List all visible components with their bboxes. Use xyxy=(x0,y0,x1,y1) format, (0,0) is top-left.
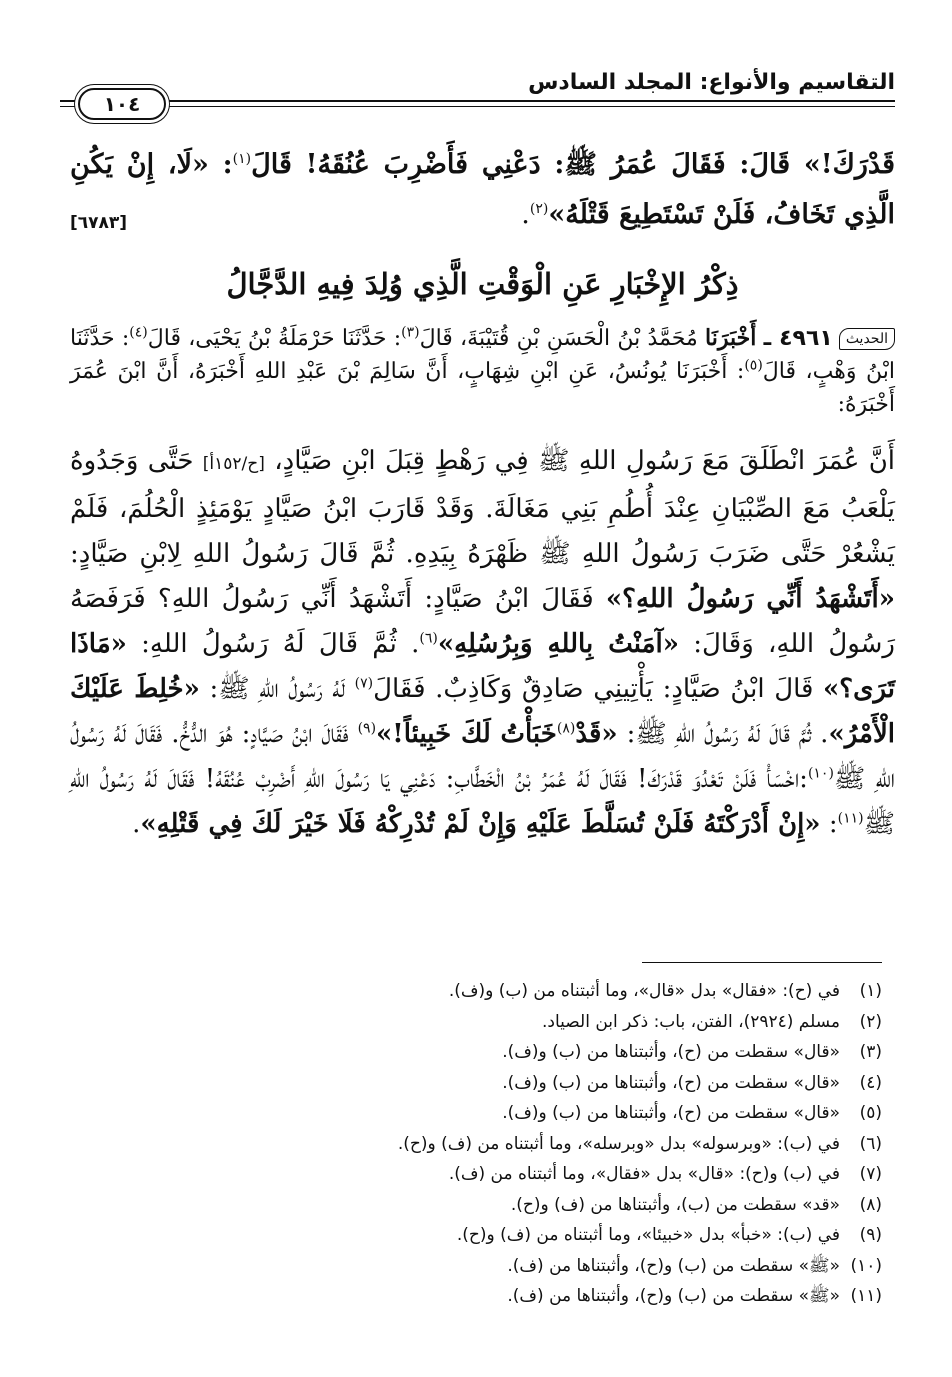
footnote-number: (٤) xyxy=(859,1072,882,1093)
hadith-isnad xyxy=(70,322,895,421)
prophet-quote-6: «إِنْ أَدْرَكْتَهُ فَلَنْ تُسَلَّطَ عَلَيْهِ وَإِنْ لَمْ تُدْرِكْهُ فَلَا خَيْرَ لَكَ فِي قَتْلِهِ» xyxy=(140,809,821,839)
section-heading: ذِكْرُ الإِخْبَارِ عَنِ الْوَقْتِ الَّذِي وُلِدَ فِيهِ الدَّجَّالُ xyxy=(226,267,739,301)
isnad-text-2: : حَدَّثَنَا حَرْمَلَةُ بْنُ يَحْيَى، قَالَ xyxy=(147,326,402,351)
footnote-item xyxy=(82,1068,882,1099)
matn-text-7: . ثُمَّ قَالَ لَهُ رَسُولُ اللهِ ﷺ: xyxy=(626,719,829,749)
manuscript-reference: [ح/١٥٢أ] xyxy=(202,454,265,474)
footnote-ref-8[interactable]: (٨) xyxy=(556,720,576,737)
footnote-text: «ﷺ» سقطت من (ب) و(ح)، وأثبتناها من (ف). xyxy=(507,1286,840,1306)
header-rule xyxy=(60,100,895,102)
footnote-number: (١٠) xyxy=(850,1255,882,1276)
matn-text-2: حَتَّى وَجَدُوهُ يَلْعَبُ مَعَ الصِّبْيَانِ عِنْدَ أُطُمِ بَنِي مَغَالَةَ. وَقَدْ قَارَبَ ابْنُ صَيَّادٍ يَوْمَئِذٍ الْحُلُمَ، فَلَمْ يَشْعُرْ حَتَّى ضَرَبَ رَسُولُ اللهِ ﷺ ظَهْرَهُ بِيَدِهِ. ثُمَّ قَالَ رَسُولُ اللهِ لِابْنِ صَيَّادٍ: xyxy=(70,446,895,569)
matn-text-9: :اخْسَأْ فَلَنْ تَعْدُوَ قَدْرَكَ! فَقَالَ لَهُ عُمَرُ بْنُ الْخَطَّابِ: دَعْنِي يَا رَسُولَ اللهِ أَضْرِبْ عُنُقَهُ! فَقَالَ لَهُ رَسُولُ اللهِ ﷺ xyxy=(70,764,895,839)
footnote-item xyxy=(82,1129,882,1160)
footnote-ref-11[interactable]: (١١) xyxy=(837,810,864,827)
hadith-number: ٤٩٦١ ـ xyxy=(763,326,833,351)
footnote-ref-6[interactable]: (٦) xyxy=(419,630,438,647)
footnote-number: (٩) xyxy=(859,1225,882,1245)
matn-text-5: قَالَ ابْنُ صَيَّادٍ: يَأْتِينِي صَادِقٌ وَكَاذِبٌ. فَقَالَ xyxy=(373,674,814,704)
prophet-quote-5b: خَبَأْتُ لَكَ خَبِيئاً!» xyxy=(376,719,557,749)
continuation-text-2: : «لَا، إِنْ يَكُنِ الَّذِي تَخَافُ، فَلَنْ تَسْتَطِيعَ قَتْلَهُ» xyxy=(70,149,895,230)
prophet-quote-3: «مَاذَا تَرَى؟» xyxy=(70,629,896,704)
matn-text-3: فَقَالَ ابْنُ صَيَّادٍ: أَتَشْهَدُ أَنِّي رَسُولُ اللهِ؟ فَرَفَصَهُ رَسُولُ اللهِ، وَقَالَ: xyxy=(70,584,895,659)
footnote-ref-10[interactable]: (١٠) xyxy=(807,765,834,782)
footnote-text: «قال» سقطت من (ح)، وأثبتناها من (ب) و(ف). xyxy=(502,1103,840,1123)
hadith-reference-number: [٦٧٨٣] xyxy=(70,213,128,233)
footnote-text: في (ب) و(ح): «قال» بدل «فقال»، وما أثبتناه من (ف). xyxy=(448,1164,840,1184)
matn-text-4: . ثُمَّ قَالَ لَهُ رَسُولُ اللهِ: xyxy=(141,629,420,659)
isnad-intro: أَخْبَرَنَا xyxy=(705,325,757,351)
header-rule-thin xyxy=(60,106,895,107)
footnote-ref-1[interactable]: (١) xyxy=(232,151,252,167)
matn-text-10: : xyxy=(828,809,838,839)
matn-text-8: فَقَالَ ابْنُ صَيَّادٍ: هُوَ الدُّخُّ. فَقَالَ لَهُ رَسُولُ اللهِ ﷺ xyxy=(70,719,895,794)
hadith-matn xyxy=(70,439,895,847)
footnote-ref-7[interactable]: (٧) xyxy=(354,675,374,692)
footnote-number: (١١) xyxy=(850,1286,882,1306)
isnad-text-3: : حَدَّثَنَا ابْنُ وَهْبٍ، قَالَ xyxy=(70,326,895,384)
footnote-ref-9[interactable]: (٩) xyxy=(357,720,377,737)
footnote-ref-4[interactable]: (٤) xyxy=(129,324,148,341)
footnote-ref-3[interactable]: (٣) xyxy=(401,324,420,341)
matn-text-6: لَهُ رَسُولُ اللهِ ﷺ: xyxy=(209,674,346,704)
footnote-number: (٦) xyxy=(859,1133,882,1154)
footnote-text: في (ح): «فقال» بدل «قال»، وما أثبتناه من (ب) و(ف). xyxy=(448,981,840,1001)
footnote-item xyxy=(82,1098,882,1129)
prophet-quote-2: «آمَنْتُ بِاللهِ وَبِرُسُلِهِ» xyxy=(437,629,679,659)
footnote-item xyxy=(82,1159,882,1190)
footnote-text: مسلم (٢٩٢٤)، الفتن، باب: ذكر ابن الصياد. xyxy=(542,1011,840,1032)
running-title: التقاسيم والأنواع: المجلد السادس xyxy=(528,70,895,95)
footnote-text: «قد» سقطت من (ب)، وأثبتناها من (ف) و(ح). xyxy=(510,1194,840,1215)
footnote-ref-2[interactable]: (٢) xyxy=(529,201,549,217)
footnote-item xyxy=(82,1220,882,1251)
matn-text-11: . xyxy=(132,809,141,839)
footnote-item xyxy=(82,1251,882,1282)
running-header xyxy=(60,66,895,136)
footnote-text: «قال» سقطت من (ح)، وأثبتناها من (ب) و(ف). xyxy=(502,1072,840,1093)
footnote-number: (٧) xyxy=(859,1164,882,1184)
footnote-number: (١) xyxy=(859,981,882,1001)
footnote-separator xyxy=(642,962,882,963)
hadith-badge-icon: الحديث xyxy=(839,328,895,350)
footnote-item xyxy=(82,1190,882,1221)
footnote-text: في (ب): «وبرسوله» بدل «وبرسله»، وما أثبتناه من (ف) و(ح). xyxy=(397,1133,840,1154)
footnote-text: في (ب): «خبأ» بدل «خبيئا»، وما أثبتناه من (ف) و(ح). xyxy=(456,1225,840,1245)
footnote-text: «قال» سقطت من (ح)، وأثبتناها من (ب) و(ف). xyxy=(502,1042,840,1062)
footnote-number: (٨) xyxy=(859,1194,882,1215)
continuation-text-3: . xyxy=(521,199,530,230)
prophet-quote-1: «أَتَشْهَدُ أَنِّي رَسُولُ اللهِ؟» xyxy=(605,584,895,614)
isnad-text-4: : أَخْبَرَنَا يُونُسُ، عَنِ ابْنِ شِهَابٍ، أَنَّ سَالِمَ بْنَ عَبْدِ اللهِ أَخْبَرَهُ، أَنَّ ابْنَ عُمَرَ أَخْبَرَهُ: xyxy=(70,359,895,417)
footnote-ref-5[interactable]: (٥) xyxy=(744,357,763,374)
footnote-item xyxy=(82,976,882,1007)
footnote-number: (٥) xyxy=(859,1103,882,1123)
footnote-item xyxy=(82,1037,882,1068)
isnad-text-1: مُحَمَّدُ بْنُ الْحَسَنِ بْنِ قُتَيْبَةَ، قَالَ xyxy=(419,326,698,351)
footnote-text: «ﷺ» سقطت من (ب) و(ح)، وأثبتناها من (ف). xyxy=(507,1255,840,1276)
main-text xyxy=(70,140,895,847)
footnotes-list xyxy=(82,976,882,1312)
continuation-paragraph xyxy=(70,140,895,240)
prophet-quote-5a: «قَدْ xyxy=(575,719,618,749)
footnote-number: (٢) xyxy=(859,1011,882,1032)
prophet-quote-4: «خُلِطَ عَلَيْكَ الْأَمْرُ» xyxy=(70,674,896,749)
matn-text-1: أَنَّ عُمَرَ انْطَلَقَ مَعَ رَسُولِ اللهِ ﷺ فِي رَهْطٍ قِبَلَ ابْنِ صَيَّادٍ، xyxy=(274,446,896,476)
footnote-number: (٣) xyxy=(859,1042,882,1062)
footnote-item xyxy=(82,1007,882,1038)
footnote-item xyxy=(82,1281,882,1312)
page-number: ١٠٤ xyxy=(78,88,166,120)
continuation-text-1: قَدْرَكَ!» قَالَ: فَقَالَ عُمَرُ ﷺ: دَعْنِي فَأَضْرِبَ عُنُقَهُ! قَالَ xyxy=(251,149,896,180)
